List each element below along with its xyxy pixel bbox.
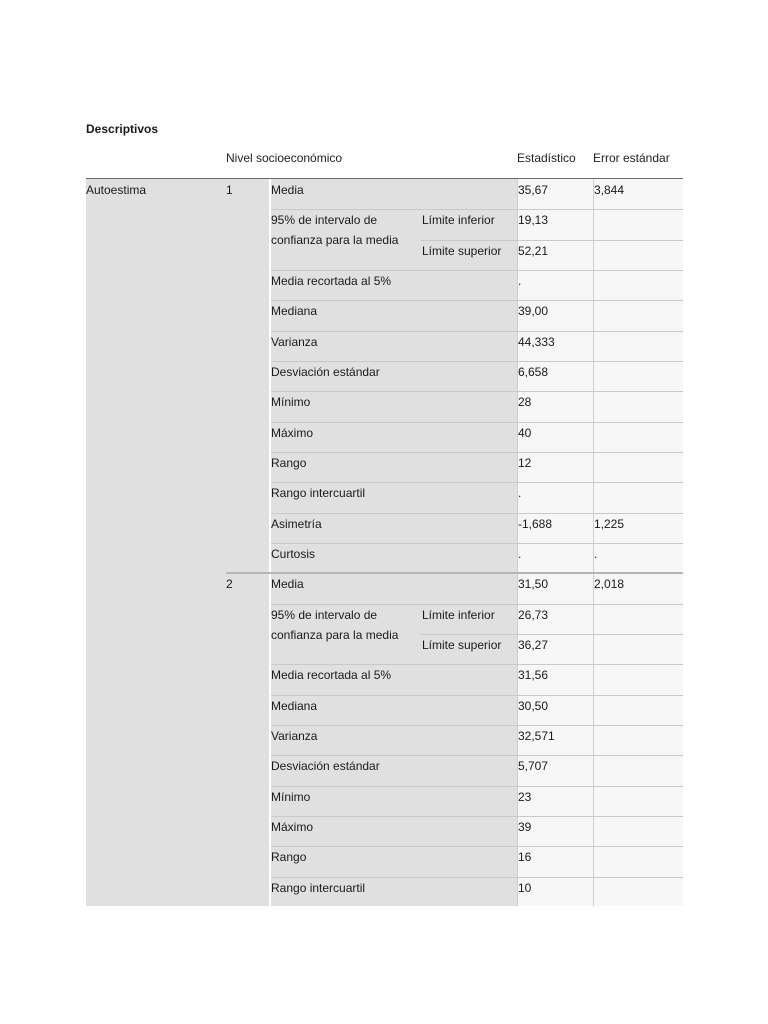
row-standard-error: . bbox=[594, 546, 598, 561]
row-label: Máximo bbox=[271, 819, 314, 834]
row-label: Rango bbox=[271, 850, 307, 865]
row-divider bbox=[271, 695, 683, 696]
row-label: Máximo bbox=[271, 425, 314, 440]
group-level: 1 bbox=[226, 183, 233, 197]
row-divider bbox=[271, 331, 683, 332]
row-sublabel: Límite superior bbox=[422, 243, 502, 258]
row-label: Varianza bbox=[271, 334, 318, 349]
row-statistic: 32,571 bbox=[518, 728, 555, 743]
row-label: Media bbox=[271, 183, 304, 197]
header-statistic: Estadístico bbox=[517, 151, 576, 165]
row-sublabel: Límite inferior bbox=[422, 213, 495, 228]
row-label: Rango intercuartil bbox=[271, 880, 366, 895]
header-standard-error: Error estándar bbox=[593, 151, 670, 165]
row-divider bbox=[271, 816, 683, 817]
row-label: Media bbox=[271, 577, 304, 592]
row-label: Curtosis bbox=[271, 546, 316, 561]
row-statistic: 28 bbox=[518, 395, 532, 410]
row-statistic: 19,13 bbox=[518, 213, 549, 228]
row-sublabel: Límite superior bbox=[422, 637, 502, 652]
row-statistic: 36,27 bbox=[518, 637, 549, 652]
row-sublabel: Límite inferior bbox=[422, 607, 495, 622]
row-label: 95% de intervalo de confianza para la media bbox=[271, 607, 399, 642]
row-statistic: 6,658 bbox=[518, 364, 549, 379]
row-label: Mínimo bbox=[271, 789, 311, 804]
row-label: Media recortada al 5% bbox=[271, 273, 392, 288]
row-label: 95% de intervalo de confianza para la media bbox=[271, 213, 399, 248]
row-label: Desviación estándar bbox=[271, 364, 380, 379]
row-statistic: 23 bbox=[518, 789, 532, 804]
row-divider bbox=[271, 391, 683, 392]
row-statistic: 30,50 bbox=[518, 698, 549, 713]
table-title: Descriptivos bbox=[86, 122, 159, 136]
row-statistic: 16 bbox=[518, 850, 532, 865]
row-statistic: -1,688 bbox=[518, 516, 553, 531]
row-label: Varianza bbox=[271, 728, 318, 743]
row-statistic: 26,73 bbox=[518, 607, 549, 622]
row-label: Rango intercuartil bbox=[271, 486, 366, 501]
row-statistic: 40 bbox=[518, 425, 532, 440]
row-label: Rango bbox=[271, 455, 307, 470]
row-divider bbox=[271, 846, 683, 847]
row-statistic: 12 bbox=[518, 455, 532, 470]
row-label: Mediana bbox=[271, 698, 318, 713]
row-standard-error: 1,225 bbox=[594, 516, 625, 531]
row-divider bbox=[271, 452, 683, 453]
row-statistic: . bbox=[518, 546, 522, 561]
row-statistic: 52,21 bbox=[518, 243, 549, 258]
row-divider bbox=[271, 300, 683, 301]
row-label: Mínimo bbox=[271, 395, 311, 410]
row-standard-error: 3,844 bbox=[594, 183, 625, 197]
group-level: 2 bbox=[226, 577, 233, 592]
row-statistic: 39,00 bbox=[518, 304, 549, 319]
row-statistic: 31,56 bbox=[518, 668, 549, 683]
row-label: Mediana bbox=[271, 304, 318, 319]
row-statistic: 44,333 bbox=[518, 334, 555, 349]
row-statistic: 10 bbox=[518, 880, 532, 895]
row-divider bbox=[271, 543, 683, 544]
row-statistic: 31,50 bbox=[518, 577, 549, 592]
row-label: Desviación estándar bbox=[271, 759, 380, 774]
row-label: Media recortada al 5% bbox=[271, 668, 392, 683]
row-standard-error: 2,018 bbox=[594, 577, 625, 592]
row-divider bbox=[271, 422, 683, 423]
row-divider bbox=[271, 786, 683, 787]
row-label: Asimetría bbox=[271, 516, 322, 531]
row-statistic: 5,707 bbox=[518, 759, 549, 774]
row-statistic: 35,67 bbox=[518, 183, 549, 197]
header-level: Nivel socioeconómico bbox=[226, 151, 343, 165]
row-divider bbox=[271, 725, 683, 726]
variable-label: Autoestima bbox=[86, 183, 147, 197]
row-statistic: . bbox=[518, 273, 522, 288]
row-statistic: . bbox=[518, 486, 522, 501]
row-statistic: 39 bbox=[518, 819, 532, 834]
